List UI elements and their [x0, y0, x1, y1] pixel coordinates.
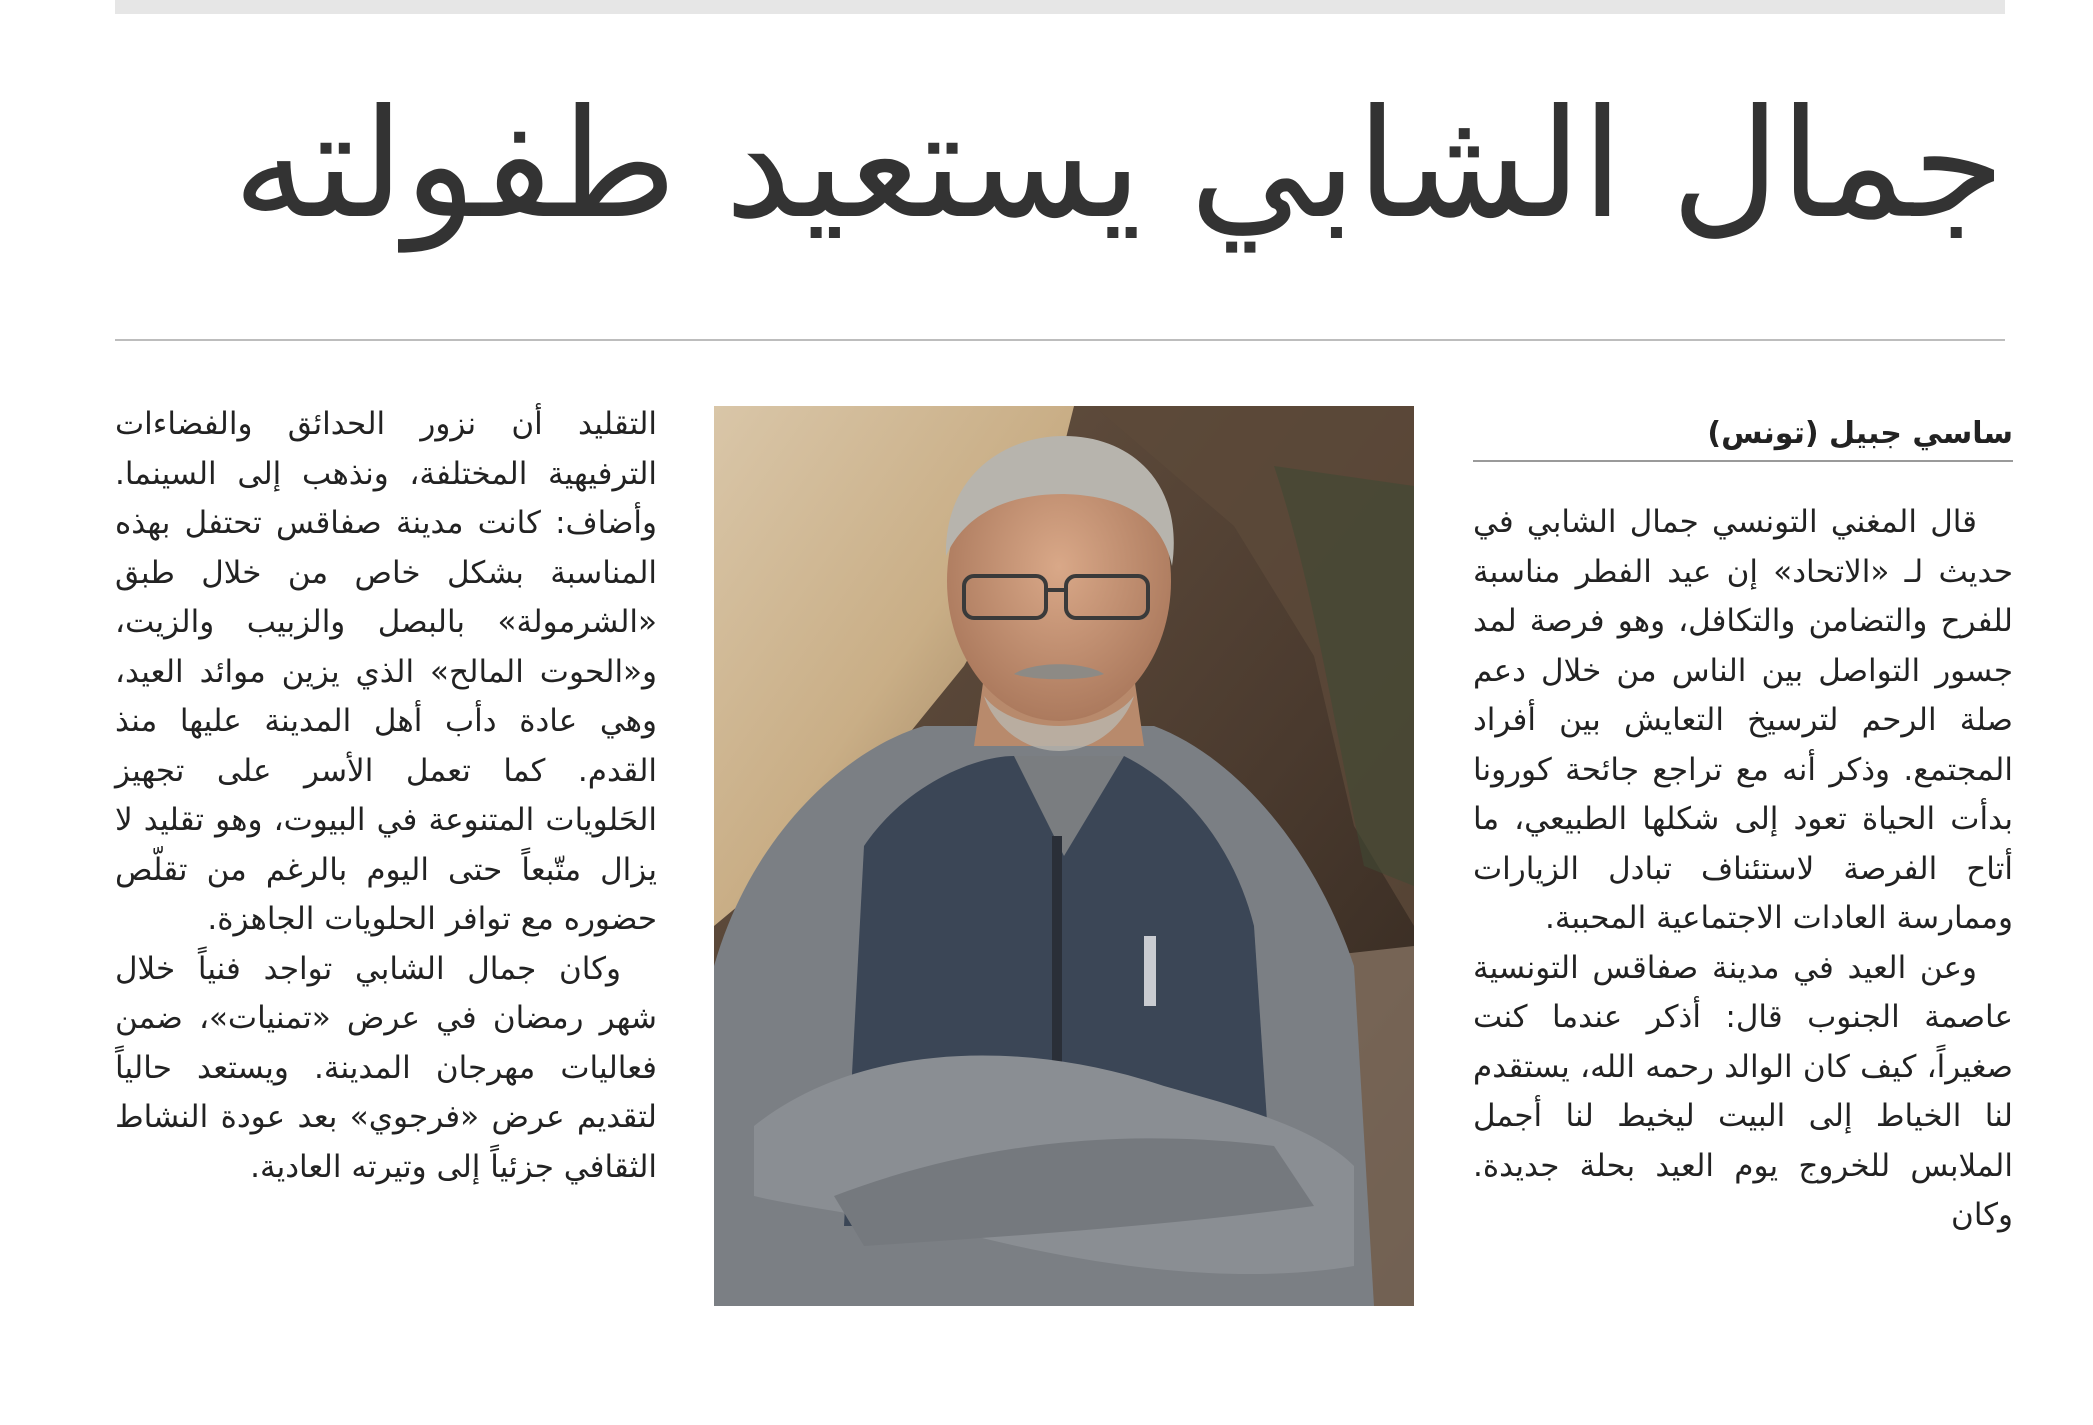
- paragraph: التقليد أن نزور الحدائق والفضاءات الترفيهية المختلفة، ونذهب إلى السينما. وأضاف: كانت مدينة صفاقس تحتفل بهذه المناسبة بشكل خاص من خلال طبق «الشرمولة» بالبصل والزبيب والزيت، و«الحوت المالح» الذي يزين موائد العيد، وهي عادة دأب أهل المدينة عليها منذ القدم. كما تعمل الأسر على تجهيز الحَلويات المتنوعة في البيوت، وهو تقليد لا يزال متّبعاً حتى اليوم بالرغم من تقلّص حضوره مع توافر الحلويات الجاهزة.: [115, 406, 657, 937]
- top-bar: [115, 0, 2005, 14]
- headline-divider: [115, 339, 2005, 341]
- byline-divider: [1473, 460, 2013, 462]
- paragraph: وكان جمال الشابي تواجد فنياً خلال شهر رمضان في عرض «تمنيات»، ضمن فعاليات مهرجان المدينة. ويستعد حالياً لتقديم عرض «فرجوي» بعد عودة النشاط الثقافي جزئياً إلى وتيرته العادية.: [115, 950, 657, 1185]
- byline: ساسي جبيل (تونس): [1707, 416, 2013, 451]
- paragraph: قال المغني التونسي جمال الشابي في حديث لـ «الاتحاد» إن عيد الفطر مناسبة للفرح والتضامن والتكافل، وهو فرصة لمد جسور التواصل بين الناس من خلال دعم صلة الرحم لترسيخ التعايش بين أفراد المجتمع. وذكر أنه مع تراجع جائحة كورونا بدأت الحياة تعود إلى شكلها الطبيعي، ما أتاح الفرصة لاستئناف تبادل الزيارات وممارسة العادات الاجتماعية المحببة.: [1473, 504, 2013, 936]
- article-column-right: [1473, 498, 2013, 1241]
- portrait-photo: [714, 406, 1414, 1306]
- paragraph: وعن العيد في مدينة صفاقس التونسية عاصمة الجنوب قال: أذكر عندما كنت صغيراً، كيف كان الوالد رحمه الله، يستقدم لنا الخياط إلى البيت ليخيط لنا أجمل الملابس للخروج يوم العيد بحلة جديدة. وكان: [1473, 949, 2013, 1233]
- headline: جمال الشابي يستعيد طفولته: [232, 78, 2005, 252]
- article-column-left: [115, 400, 657, 1192]
